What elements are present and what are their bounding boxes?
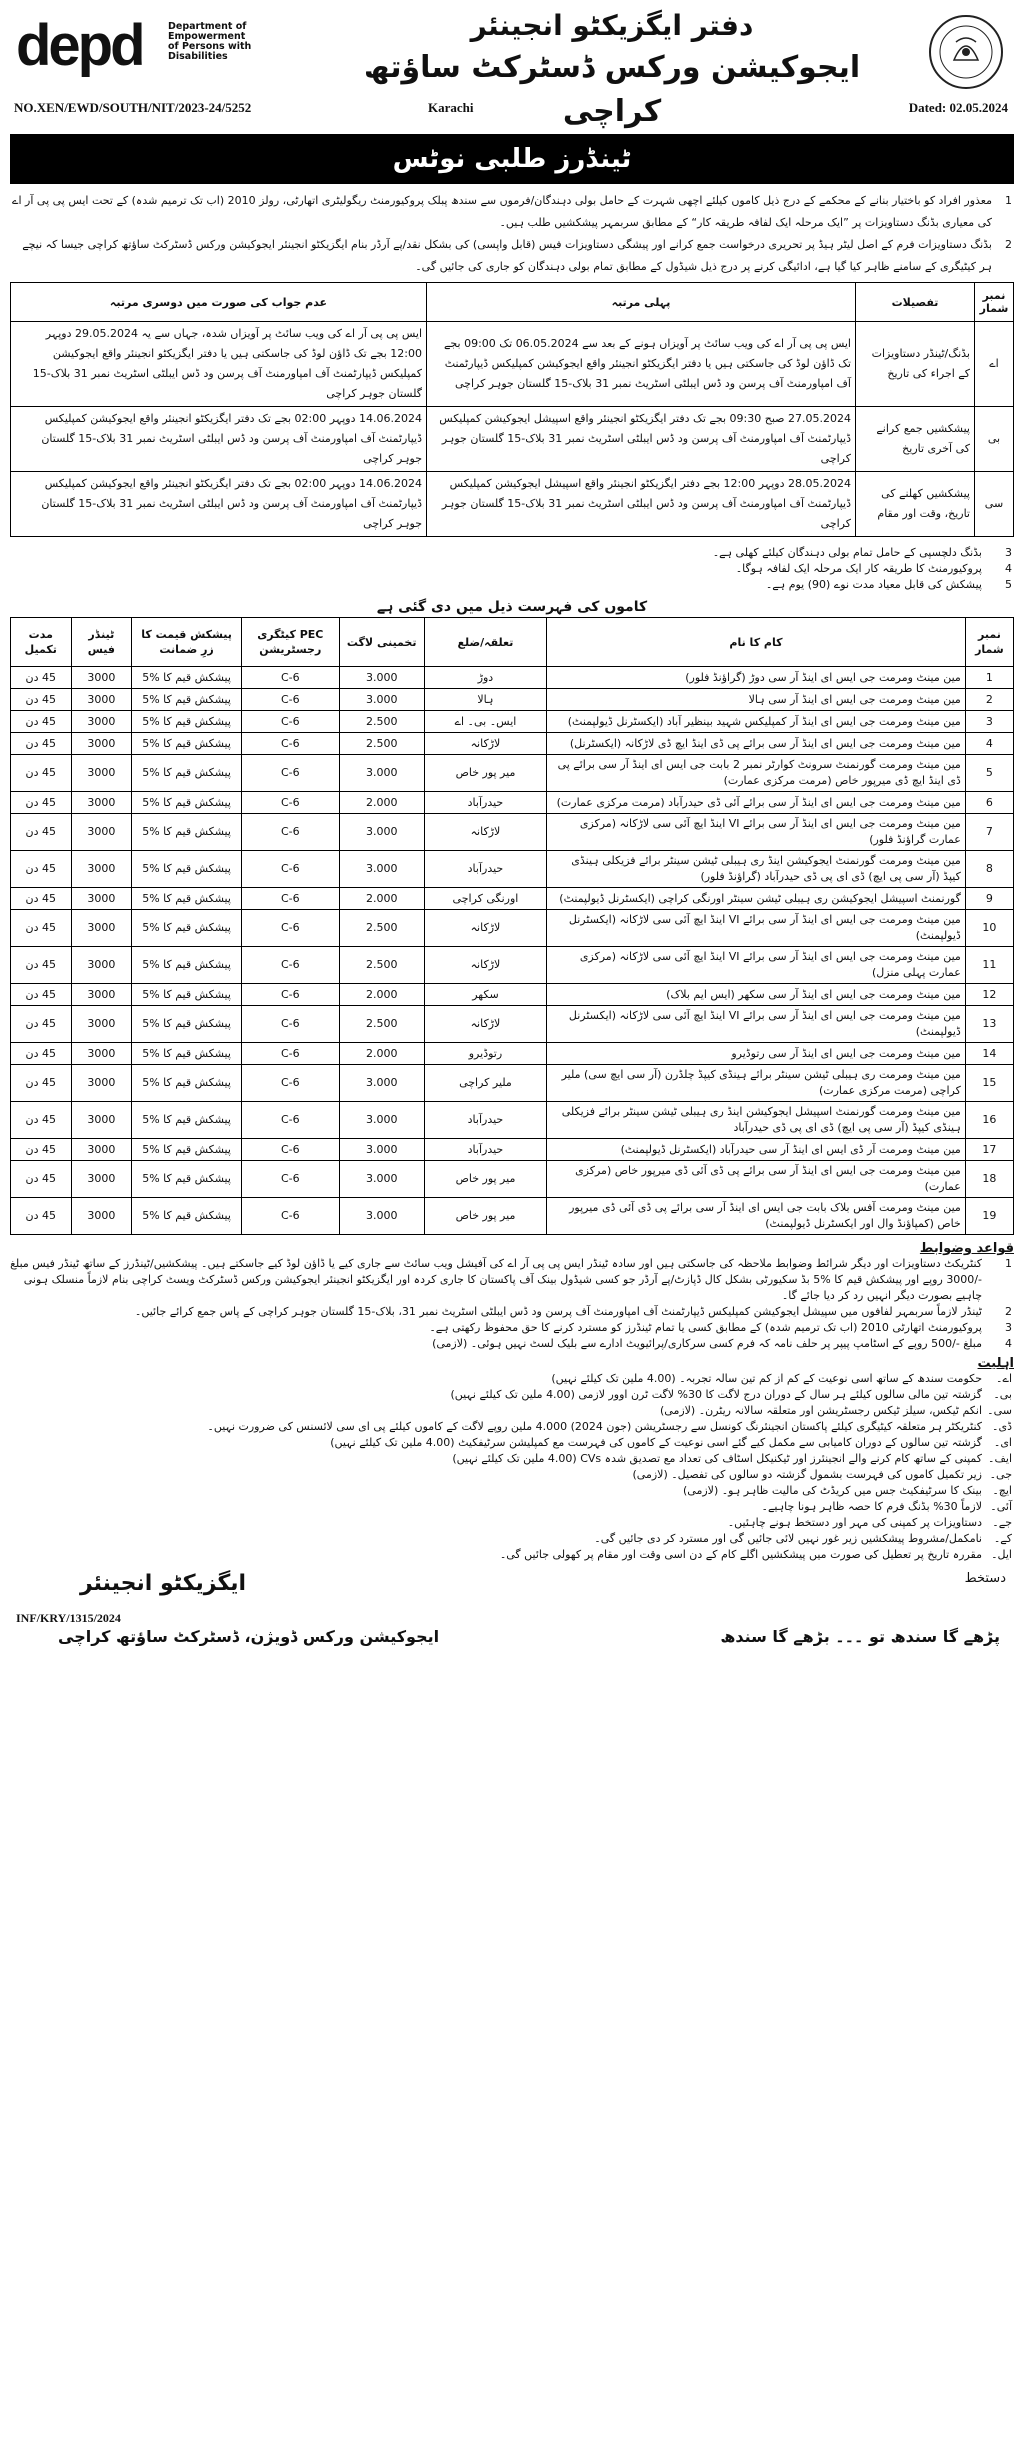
cell-cost: 2.500 [339, 947, 424, 984]
column-header: تفصیلات [856, 283, 975, 322]
para-text: بڈنگ دستاویزات فرم کے اصل لیٹر ہیڈ پر تحریری درخواست جمع کرانے اور پیشگی دستاویزات فیس (قابل واپسی) کی بشکل نقد/پے آرڈر بنام ایگزیکٹو انجینئر ایجوکیشن ورکس ڈسٹرکٹ ساؤتھ کراچی جیسا کہ نیچے ہر کیٹیگری کے سامنے ظاہر کیا گیا ہے، ادائیگی کرنے پر درج ذیل شیڈول کے مطابق تمام بولی دہندگان کو جاری کی جائیں گی۔ [22, 238, 992, 273]
cell-period: 45 دن [11, 984, 72, 1006]
cell-sn: اے [975, 322, 1014, 407]
cell-name: گورنمنٹ اسپیشل ایجوکیشن ری ہیبلی ٹیشن سینٹر اورنگی کراچی (ایکسٹرنل ڈیولپمنٹ) [547, 888, 966, 910]
cell-earnest: پیشکش قیم کا %5 [132, 711, 242, 733]
table-row [11, 1161, 1014, 1198]
cell-cost: 2.000 [339, 888, 424, 910]
item-text: دستاویزات پر کمپنی کی مہر اور دستخط ہونے چاہئیں۔ [727, 1516, 982, 1529]
cell-dist: رتوڈیرو [424, 1043, 546, 1065]
item-text: پیشکش کی قابل معیاد مدت نوے (90) یوم ہے۔ [765, 578, 982, 591]
item-number: 4 [1005, 562, 1012, 575]
cell-dist: اورنگی کراچی [424, 888, 546, 910]
column-header: پیشکش قیمت کا زرِ ضمانت [132, 618, 242, 667]
cell-earnest: پیشکش قیم کا %5 [132, 667, 242, 689]
column-header: تعلقہ/ضلع [424, 618, 546, 667]
cell-earnest: پیشکش قیم کا %5 [132, 1139, 242, 1161]
cell-name: مین مینٹ ومرمت جی ایس ای اینڈ آر سی برائے VI اینڈ ایچ آئی سی لاڑکانہ (مرکزی عمارت گراؤنڈ فلور) [547, 814, 966, 851]
table-row [11, 888, 1014, 910]
works-title: کاموں کی فہرست ذیل میں دی گئی ہے [376, 599, 648, 615]
item-text: ٹینڈر لازماً سربمہر لفافوں میں سپیشل ایجوکیشن کمپلیکس ڈیپارٹمنٹ آف امپاورمنٹ آف پرسن ود ڈس ایبلٹی اسٹریٹ نمبر 31، بلاک-15 گلستان جوہر کراچی کے پاس جمع کرائے جائیں۔ [134, 1305, 982, 1318]
cell-sn: 10 [965, 910, 1013, 947]
cell-fee: 3000 [71, 851, 132, 888]
cell-second: ایس پی پی آر اے کی ویب سائٹ پر آویزاں شدہ، جہاں سے یہ 29.05.2024 دوپہر 12:00 بجے تک ڈاؤن لوڈ کی جاسکتی ہیں یا دفتر ایگزیکٹو انجینئر واقع ایجوکیشن کمپلیکس ڈیپارٹمنٹ آف امپاورمنٹ آف پرسن ود ڈس ایبلٹی اسٹریٹ نمبر 31 بلاک-15 گلستان جوہر کراچی [11, 322, 427, 407]
table-row [11, 755, 1014, 792]
list-item [10, 1531, 1014, 1547]
item-text: لازماً 30% بڈنگ فرم کا حصہ ظاہر ہونا چاہیے۔ [761, 1500, 982, 1513]
cell-sn: 18 [965, 1161, 1013, 1198]
cell-dist: میر پور خاص [424, 1198, 546, 1235]
logo-line: Department of [168, 21, 247, 32]
item-text: گزشتہ تین سالوں کے دوران کامیابی سے مکمل کیے گئے اسی نوعیت کے کاموں کی فہرست مع کمپلیشن سرٹیفکیٹ (4.00 ملین تک کیلئے نہیں) [330, 1436, 982, 1449]
cell-sn: 19 [965, 1198, 1013, 1235]
list-item [10, 545, 1014, 561]
item-key: اے۔ [996, 1372, 1012, 1385]
logo-word: depd [16, 13, 143, 78]
cell-earnest: پیشکش قیم کا %5 [132, 1102, 242, 1139]
works-table [10, 617, 1014, 1235]
cell-sn: 16 [965, 1102, 1013, 1139]
list-item [10, 1435, 1014, 1451]
table-row [11, 1065, 1014, 1102]
cell-earnest: پیشکش قیم کا %5 [132, 888, 242, 910]
city: Karachi [428, 100, 474, 115]
intro-paragraph [10, 190, 1014, 234]
slogan: پڑھے گا سندھ تو ۔۔۔ بڑھے گا سندھ [720, 1627, 1000, 1646]
cell-cost: 3.000 [339, 1102, 424, 1139]
cell-dist: دوڑ [424, 667, 546, 689]
cell-detail: پیشکشیں جمع کرانے کی آخری تاریخ [856, 407, 975, 472]
cell-name: مین مینٹ ومرمت جی ایس ای اینڈ آر سی برائے پی ڈی اینڈ ایچ ڈی لاڑکانہ (ایکسٹرنل) [547, 733, 966, 755]
cell-fee: 3000 [71, 1161, 132, 1198]
table-header-row [11, 283, 1014, 322]
table-row [11, 947, 1014, 984]
cell-second: 14.06.2024 دوپہر 02:00 بجے تک دفتر ایگزیکٹو انجینئر واقع ایجوکیشن کمپلیکس ڈیپارٹمنٹ آف امپاورمنٹ آف پرسن ود ڈس ایبلٹی اسٹریٹ نمبر 31 بلاک-15 گلستان جوہر کراچی [11, 472, 427, 537]
table-row [11, 1139, 1014, 1161]
cell-name: مین مینٹ ومرمت جی ایس ای اینڈ آر سی ہالا [547, 689, 966, 711]
signature-label: دستخط [964, 1571, 1006, 1586]
table-row [11, 851, 1014, 888]
cell-fee: 3000 [71, 1139, 132, 1161]
table-row [11, 1006, 1014, 1043]
cell-earnest: پیشکش قیم کا %5 [132, 814, 242, 851]
table-row [11, 667, 1014, 689]
column-header: کام کا نام [547, 618, 966, 667]
list-item [10, 1336, 1014, 1352]
item-key: کے۔ [993, 1532, 1012, 1545]
column-header: تخمینی لاگت [339, 618, 424, 667]
table-header-row [11, 618, 1014, 667]
item-key: بی۔ [993, 1388, 1012, 1401]
item-text: پروکیورمنٹ کا طریقہ کار ایک مرحلہ ایک لفافہ ہوگا۔ [735, 562, 982, 575]
cell-first: ایس پی پی آر اے کی ویب سائٹ پر آویزاں ہونے کے بعد سے 06.05.2024 تک 09:00 بجے تک ڈاؤن لوڈ کی جاسکتی ہیں یا دفتر ایگزیکٹو انجینئر واقع ایجوکیشن کمپلیکس ڈیپارٹمنٹ آف امپاورمنٹ آف پرسن ود ڈس ایبلٹی اسٹریٹ نمبر 31 بلاک-15 گلستان جوہر کراچی [427, 322, 856, 407]
table-row [11, 814, 1014, 851]
cell-period: 45 دن [11, 910, 72, 947]
cell-pec: C-6 [242, 1198, 340, 1235]
cell-cost: 2.000 [339, 792, 424, 814]
cell-name: مین مینٹ ومرمت جی ایس ای اینڈ آر سی برائے VI اینڈ ایچ آئی سی لاڑکانہ (ایکسٹرنل ڈیولپمنٹ) [547, 910, 966, 947]
cell-name: مین مینٹ ومرمت جی ایس ای اینڈ آر سی دوڑ (گراؤنڈ فلور) [547, 667, 966, 689]
cell-pec: C-6 [242, 1139, 340, 1161]
list-item [10, 1515, 1014, 1531]
cell-cost: 3.000 [339, 814, 424, 851]
cell-cost: 2.500 [339, 733, 424, 755]
rules-list [10, 1256, 1014, 1352]
cell-pec: C-6 [242, 689, 340, 711]
tender-notice-page [10, 0, 1014, 1659]
list-item [10, 1304, 1014, 1320]
works-body [11, 667, 1014, 1235]
item-text: پروکیورمنٹ اتھارٹی 2010 (اب تک ترمیم شدہ) کے مطابق کسی یا تمام ٹینڈرز کو مسترد کرنے کا حق محفوظ رکھتی ہے۔ [429, 1321, 982, 1334]
cell-name: مین مینٹ ومرمت جی ایس ای اینڈ آر سی رتوڈیرو [547, 1043, 966, 1065]
cell-period: 45 دن [11, 1065, 72, 1102]
cell-dist: حیدرآباد [424, 851, 546, 888]
cell-pec: C-6 [242, 667, 340, 689]
column-header: مدت تکمیل [11, 618, 72, 667]
schedule-table [10, 282, 1014, 537]
cell-fee: 3000 [71, 1065, 132, 1102]
table-row [11, 689, 1014, 711]
cell-period: 45 دن [11, 792, 72, 814]
column-header: PEC کیٹگری رجسٹریشن [242, 618, 340, 667]
cell-fee: 3000 [71, 888, 132, 910]
cell-pec: C-6 [242, 792, 340, 814]
table-row [11, 1198, 1014, 1235]
cell-fee: 3000 [71, 667, 132, 689]
list-item [10, 561, 1014, 577]
cell-cost: 3.000 [339, 1139, 424, 1161]
item-text: مقررہ تاریخ پر تعطیل کی صورت میں پیشکشیں اگلے کام کے دن اسی وقت اور مقام پر کھولی جائیں گی۔ [499, 1548, 982, 1561]
cell-second: 14.06.2024 دوپہر 02:00 بجے تک دفتر ایگزیکٹو انجینئر واقع ایجوکیشن کمپلیکس ڈیپارٹمنٹ آف امپاورمنٹ آف پرسن ود ڈس ایبلٹی اسٹریٹ نمبر 31 بلاک-15 گلستان جوہر کراچی [11, 407, 427, 472]
cell-sn: 15 [965, 1065, 1013, 1102]
cell-sn: 3 [965, 711, 1013, 733]
cell-earnest: پیشکش قیم کا %5 [132, 755, 242, 792]
item-key: ایل۔ [991, 1548, 1012, 1561]
cell-name: مین مینٹ ومرمت جی ایس ای اینڈ آر سی برائے VI اینڈ ایچ آئی سی لاڑکانہ (مرکزی عمارت پہلی منزل) [547, 947, 966, 984]
cell-sn: 5 [965, 755, 1013, 792]
cell-name: مین مینٹ ومرمت آر ڈی ایس ای اینڈ آر سی حیدرآباد (ایکسٹرنل ڈیولپمنٹ) [547, 1139, 966, 1161]
office-name: ایجوکیشن ورکس ڈویژن، ڈسٹرکٹ ساؤتھ کراچی [58, 1627, 440, 1646]
column-header: ٹینڈر فیس [71, 618, 132, 667]
cell-name: مین مینٹ ومرمت گورنمنٹ اسپیشل ایجوکیشن اینڈ ری ہیبلی ٹیشن سینٹر برائے فزیکلی ہینڈی کیپڈ (آر سی پی ایچ) ڈی ای پی ڈی حیدرآباد [547, 1102, 966, 1139]
cell-name: مین مینٹ ومرمت جی ایس ای اینڈ آر کمپلیکس شہید بینظیر آباد (ایکسٹرنل ڈیولپمنٹ) [547, 711, 966, 733]
cell-period: 45 دن [11, 1139, 72, 1161]
cell-fee: 3000 [71, 1198, 132, 1235]
logo-subtitle [168, 22, 258, 62]
cell-pec: C-6 [242, 947, 340, 984]
list-item [10, 1467, 1014, 1483]
cell-pec: C-6 [242, 1102, 340, 1139]
item-key: آئی۔ [990, 1500, 1012, 1513]
cell-sn: 12 [965, 984, 1013, 1006]
cell-pec: C-6 [242, 910, 340, 947]
cell-sn: 11 [965, 947, 1013, 984]
table-row [11, 1043, 1014, 1065]
table-row [11, 1102, 1014, 1139]
item-key: ڈی۔ [992, 1420, 1012, 1433]
item-number: 3 [1005, 1321, 1012, 1334]
cell-fee: 3000 [71, 1102, 132, 1139]
cell-sn: 2 [965, 689, 1013, 711]
cell-first: 27.05.2024 صبح 09:30 بجے تک دفتر ایگزیکٹو انجینئر واقع اسپیشل ایجوکیشن کمپلیکس ڈیپارٹمنٹ آف امپاورمنٹ آف پرسن ود ڈس ایبلٹی اسٹریٹ نمبر 31 بلاک-15 گلستان جوہر کراچی [427, 407, 856, 472]
signature-block [10, 1563, 1014, 1659]
cell-pec: C-6 [242, 1161, 340, 1198]
cell-dist: میر پور خاص [424, 755, 546, 792]
cell-pec: C-6 [242, 733, 340, 755]
cell-cost: 2.000 [339, 984, 424, 1006]
cell-cost: 3.000 [339, 667, 424, 689]
cell-earnest: پیشکش قیم کا %5 [132, 1161, 242, 1198]
cell-cost: 3.000 [339, 689, 424, 711]
item-key: جی۔ [989, 1468, 1012, 1481]
cell-name: مین مینٹ ومرمت جی ایس ای اینڈ آر سی برائے آئی ڈی حیدرآباد (مرمت مرکزی عمارت) [547, 792, 966, 814]
table-row [11, 910, 1014, 947]
cell-earnest: پیشکش قیم کا %5 [132, 733, 242, 755]
item-number: 5 [1005, 578, 1012, 591]
cell-sn: 13 [965, 1006, 1013, 1043]
cell-dist: لاڑکانہ [424, 1006, 546, 1043]
table-row [11, 407, 1014, 472]
cell-sn: بی [975, 407, 1014, 472]
cell-cost: 3.000 [339, 1198, 424, 1235]
cell-period: 45 دن [11, 851, 72, 888]
cell-pec: C-6 [242, 755, 340, 792]
item-text: کنٹریکٹر ہر متعلقہ کیٹیگری کیلئے پاکستان انجینئرنگ کونسل سے رجسٹریشن (جون 2024) 4.000 ملین روپے لاگت کے کاموں کیلئے پی ای سی لائسنس کی ضرورت نہیں۔ [207, 1420, 982, 1433]
cell-sn: سی [975, 472, 1014, 537]
list-item [10, 1320, 1014, 1336]
cell-earnest: پیشکش قیم کا %5 [132, 1065, 242, 1102]
cell-dist: ملیر کراچی [424, 1065, 546, 1102]
cell-cost: 2.500 [339, 910, 424, 947]
eligibility-title: اہلیت [977, 1356, 1014, 1371]
item-text: بڈنگ دلچسپی کے حامل تمام بولی دہندگان کیلئے کھلی ہے۔ [712, 546, 982, 559]
cell-cost: 3.000 [339, 1161, 424, 1198]
item-number: 2 [1005, 1305, 1012, 1318]
cell-dist: لاڑکانہ [424, 733, 546, 755]
cell-cost: 2.000 [339, 1043, 424, 1065]
cell-cost: 3.000 [339, 851, 424, 888]
item-text: کمپنی کے ساتھ کام کرنے والے انجینئرز اور ٹیکنیکل اسٹاف کی تعداد مع تصدیق شدہ CVs (4.00 ملین تک کیلئے نہیں) [452, 1452, 982, 1465]
logo-line: Empowerment [168, 31, 246, 42]
cell-name: مین مینٹ ومرمت جی ایس ای اینڈ آر سی سکھر (ایس ایم بلاک) [547, 984, 966, 1006]
cell-sn: 8 [965, 851, 1013, 888]
column-header: پہلی مرتبہ [427, 283, 856, 322]
cell-cost: 3.000 [339, 755, 424, 792]
para-text: معذور افراد کو باختیار بنانے کے محکمے کے درج ذیل کاموں کیلئے اچھی شہرت کے حامل بولی دہندگان/فرموں سے سندھ پبلک پروکیورمنٹ ریگولیٹری اتھارٹی، رولز 2010 (اب تک ترمیم شدہ) کے تحت ایس پی پی آر اے کی معیاری بڈنگ دستاویزات پر ”ایک مرحلہ ایک لفافہ طریقہ کار“ کے مطابق سربمہر پیشکشیں طلب ہیں۔ [12, 194, 992, 229]
cell-period: 45 دن [11, 667, 72, 689]
table-row [11, 792, 1014, 814]
cell-fee: 3000 [71, 711, 132, 733]
list-item [10, 1256, 1014, 1304]
cell-period: 45 دن [11, 711, 72, 733]
cell-pec: C-6 [242, 984, 340, 1006]
item-text: گزشتہ تین مالی سالوں کیلئے ہر سال کے دوران درج لاگت کا 30% لاگت ٹرن اوور لازمی (4.00 ملین تک کیلئے نہیں) [450, 1388, 982, 1401]
cell-sn: 1 [965, 667, 1013, 689]
cell-dist: لاڑکانہ [424, 910, 546, 947]
item-text: انکم ٹیکس، سیلز ٹیکس رجسٹریشن اور متعلقہ سالانہ ریٹرن۔ (لازمی) [659, 1404, 982, 1417]
cell-sn: 17 [965, 1139, 1013, 1161]
info-code: INF/KRY/1315/2024 [16, 1611, 121, 1625]
item-text: مبلغ -/500 روپے کے اسٹامپ پیپر پر حلف نامہ کہ فرم کسی سرکاری/پرائیویٹ ادارے سے بلیک لسٹ نہیں ہوئی۔ (لازمی) [432, 1337, 982, 1350]
cell-fee: 3000 [71, 1043, 132, 1065]
item-number: 1 [1005, 1257, 1012, 1270]
cell-fee: 3000 [71, 947, 132, 984]
header [10, 0, 1014, 132]
cell-name: مین مینٹ ومرمت گورنمنٹ سرونٹ کوارٹر نمبر 2 بابت جی ایس ای اینڈ آر سی برائے پی ڈی اینڈ ایچ ڈی میرپور خاص (مرمت مرکزی عمارت) [547, 755, 966, 792]
list-item [10, 1451, 1014, 1467]
cell-dist: لاڑکانہ [424, 947, 546, 984]
table-row [11, 711, 1014, 733]
cell-dist: حیدرآباد [424, 1102, 546, 1139]
cell-period: 45 دن [11, 1006, 72, 1043]
item-number: 3 [1005, 546, 1012, 559]
table-row [11, 984, 1014, 1006]
cell-earnest: پیشکش قیم کا %5 [132, 851, 242, 888]
logo-line: of Persons with [168, 41, 252, 52]
cell-fee: 3000 [71, 792, 132, 814]
cell-earnest: پیشکش قیم کا %5 [132, 689, 242, 711]
item-text: نامکمل/مشروط پیشکشیں زیر غور نہیں لائی جائیں گی اور مسترد کر دی جائیں گی۔ [594, 1532, 982, 1545]
cell-earnest: پیشکش قیم کا %5 [132, 1043, 242, 1065]
column-header: نمبر شمار [975, 283, 1014, 322]
cell-period: 45 دن [11, 888, 72, 910]
cell-fee: 3000 [71, 814, 132, 851]
list-item [10, 1483, 1014, 1499]
cell-first: 28.05.2024 دوپہر 12:00 بجے دفتر ایگزیکٹو انجینئر واقع اسپیشل ایجوکیشن کمپلیکس ڈیپارٹمنٹ آف امپاورمنٹ آف پرسن ود ڈس ایبلٹی اسٹریٹ نمبر 31 بلاک-15 گلستان جوہر کراچی [427, 472, 856, 537]
cell-period: 45 دن [11, 947, 72, 984]
eligibility-list [10, 1371, 1014, 1563]
points-list [10, 545, 1014, 593]
sindh-government-seal-icon [926, 12, 1006, 92]
reference-number: NO.XEN/EWD/SOUTH/NIT/2023-24/5252 [14, 100, 252, 115]
cell-cost: 3.000 [339, 1065, 424, 1102]
cell-dist: حیدرآباد [424, 1139, 546, 1161]
list-item [10, 1371, 1014, 1387]
cell-sn: 7 [965, 814, 1013, 851]
cell-sn: 4 [965, 733, 1013, 755]
cell-period: 45 دن [11, 755, 72, 792]
cell-sn: 6 [965, 792, 1013, 814]
cell-period: 45 دن [11, 1043, 72, 1065]
cell-name: مین مینٹ ومرمت جی ایس ای اینڈ آر سی برائے VI اینڈ ایچ آئی سی لاڑکانہ (ایکسٹرنل ڈیولپمنٹ) [547, 1006, 966, 1043]
date: Dated: 02.05.2024 [908, 100, 1008, 115]
cell-pec: C-6 [242, 851, 340, 888]
intro-paragraph [10, 234, 1014, 278]
para-number: 2 [1005, 238, 1012, 251]
item-text: زیر تکمیل کاموں کی فہرست بشمول گزشتہ دو سالوں کی تفصیل۔ (لازمی) [632, 1468, 982, 1481]
cell-dist: لاڑکانہ [424, 814, 546, 851]
item-text: بینک کا سرٹیفکیٹ جس میں کریڈٹ کی مالیت ظاہر ہو۔ (لازمی) [683, 1484, 982, 1497]
item-number: 4 [1005, 1337, 1012, 1350]
title-line-2: ایجوکیشن ورکس ڈسٹرکٹ ساؤتھ کراچی [363, 50, 861, 129]
depd-logo [16, 13, 252, 86]
cell-period: 45 دن [11, 689, 72, 711]
para-number: 1 [1005, 194, 1012, 207]
list-item [10, 1547, 1014, 1563]
item-key: جے۔ [992, 1516, 1012, 1529]
item-key: ای۔ [993, 1436, 1012, 1449]
rules-title: قواعد وضوابط [919, 1241, 1014, 1256]
cell-dist: حیدرآباد [424, 792, 546, 814]
item-text: کنٹریکٹ دستاویزات اور دیگر شرائط وضوابط ملاحظہ کی جاسکتی ہیں اور سادہ ٹینڈر ایس پی پی آر اے کی آفیشل ویب سائٹ سے جاری کیے یا ڈاؤن لوڈ کیے جاسکتے ہیں۔ پیشکشیں/ٹینڈرز کے ساتھ ٹینڈر فیس مبلغ -/3000 روپے اور پیشکش قیم کا %5 بڈ سکیورٹی بشکل کال ڈپازٹ/پے آرڈر جو کسی شیڈول بینک آف پاکستان کا جاری کردہ اور ایگزیکٹو انجینئر ایجوکیشن ورکس ڈسٹرکٹ ویسٹ کراچی بنام لازماً منسلک ہونی چاہیے بصورت دیگر انہیں رد کر دیا جائے گا۔ [10, 1257, 982, 1302]
table-row [11, 733, 1014, 755]
cell-earnest: پیشکش قیم کا %5 [132, 792, 242, 814]
cell-earnest: پیشکش قیم کا %5 [132, 947, 242, 984]
cell-dist: ایس۔ بی۔ اے [424, 711, 546, 733]
list-item [10, 1387, 1014, 1403]
cell-sn: 9 [965, 888, 1013, 910]
cell-pec: C-6 [242, 1065, 340, 1102]
cell-period: 45 دن [11, 814, 72, 851]
logo-line: Disabilities [168, 51, 228, 62]
cell-earnest: پیشکش قیم کا %5 [132, 984, 242, 1006]
notice-banner: ٹینڈرز طلبی نوٹس [10, 134, 1014, 184]
item-text: حکومت سندھ کے ساتھ اسی نوعیت کے کم از کم تین سالہ تجربہ۔ (4.00 ملین تک کیلئے نہیں) [551, 1372, 982, 1385]
table-row [11, 472, 1014, 537]
cell-name: مین مینٹ ومرمت ری ہیبلی ٹیشن سینٹر برائے ہینڈی کیپڈ چلڈرن (آر سی ایچ سی) ملیر کراچی (مرمت مرکزی عمارت) [547, 1065, 966, 1102]
item-key: ایچ۔ [992, 1484, 1012, 1497]
signatory-designation: ایگزیکٹو انجینئر [80, 1571, 247, 1596]
cell-fee: 3000 [71, 755, 132, 792]
cell-detail: پیشکشیں کھلنے کی تاریخ، وقت اور مقام [856, 472, 975, 537]
item-key: ایف۔ [988, 1452, 1012, 1465]
cell-earnest: پیشکش قیم کا %5 [132, 910, 242, 947]
cell-period: 45 دن [11, 733, 72, 755]
cell-name: مین مینٹ ومرمت آفس بلاک بابت جی ایس ای اینڈ آر سی برائے پی ڈی آئی ڈی میرپور خاص (کمپاؤنڈ وال اور ایکسٹرنل ڈیولپمنٹ) [547, 1198, 966, 1235]
item-key: سی۔ [987, 1404, 1012, 1417]
cell-earnest: پیشکش قیم کا %5 [132, 1006, 242, 1043]
list-item [10, 1499, 1014, 1515]
cell-fee: 3000 [71, 733, 132, 755]
list-item [10, 1403, 1014, 1419]
cell-fee: 3000 [71, 910, 132, 947]
cell-name: مین مینٹ ومرمت جی ایس ای اینڈ آر سی برائے پی ڈی آئی ڈی میرپور خاص (مرکزی عمارت) [547, 1161, 966, 1198]
cell-period: 45 دن [11, 1102, 72, 1139]
cell-pec: C-6 [242, 1043, 340, 1065]
cell-pec: C-6 [242, 814, 340, 851]
cell-dist: سکھر [424, 984, 546, 1006]
cell-cost: 2.500 [339, 711, 424, 733]
table-row [11, 322, 1014, 407]
cell-name: مین مینٹ ومرمت گورنمنٹ ایجوکیشن اینڈ ری ہیبلی ٹیشن سینٹر برائے فزیکلی ہینڈی کیپڈ (آر سی پی ایچ) ڈی ای پی ڈی حیدرآباد (گراؤنڈ فلور) [547, 851, 966, 888]
cell-pec: C-6 [242, 711, 340, 733]
cell-fee: 3000 [71, 1006, 132, 1043]
cell-pec: C-6 [242, 888, 340, 910]
cell-earnest: پیشکش قیم کا %5 [132, 1198, 242, 1235]
cell-period: 45 دن [11, 1161, 72, 1198]
cell-dist: ہالا [424, 689, 546, 711]
cell-cost: 2.500 [339, 1006, 424, 1043]
column-header: نمبر شمار [965, 618, 1013, 667]
cell-fee: 3000 [71, 689, 132, 711]
cell-detail: بڈنگ/ٹینڈر دستاویزات کے اجراء کی تاریخ [856, 322, 975, 407]
cell-sn: 14 [965, 1043, 1013, 1065]
column-header: عدم جواب کی صورت میں دوسری مرتبہ [11, 283, 427, 322]
cell-fee: 3000 [71, 984, 132, 1006]
list-item [10, 577, 1014, 593]
cell-period: 45 دن [11, 1198, 72, 1235]
title-line-1: دفتر ایگزیکٹو انجینئر [470, 9, 754, 42]
cell-dist: میر پور خاص [424, 1161, 546, 1198]
office-title [310, 6, 914, 134]
cell-pec: C-6 [242, 1006, 340, 1043]
list-item [10, 1419, 1014, 1435]
